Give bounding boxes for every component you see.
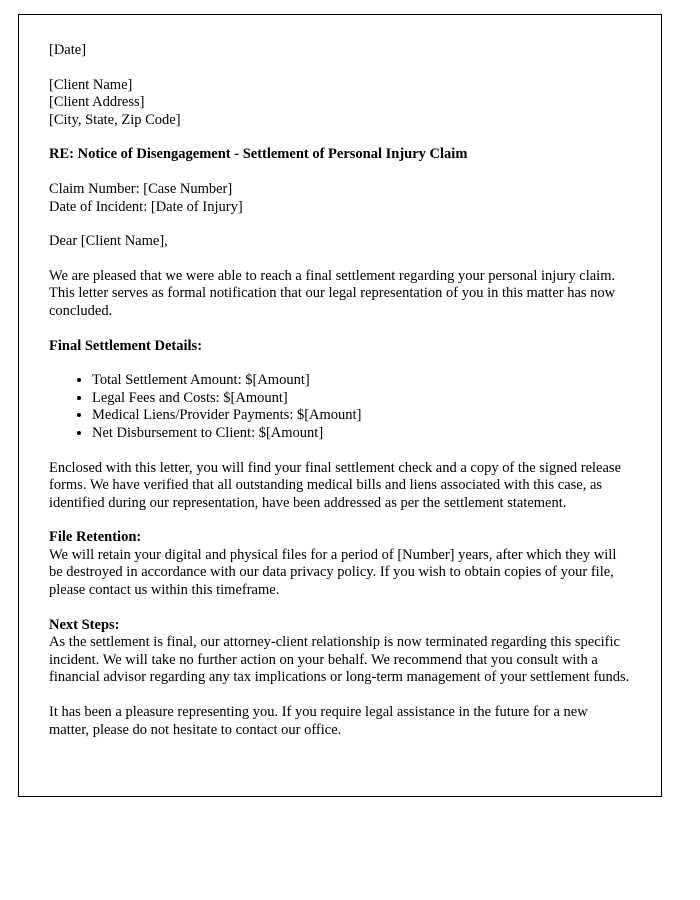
file-retention-heading: File Retention: — [49, 529, 142, 546]
settlement-details-list — [49, 372, 631, 442]
client-name-line: [Client Name] — [49, 76, 133, 93]
client-address-line: [Client Address] — [49, 94, 145, 111]
date-line: [Date] — [49, 42, 87, 58]
enclosure-paragraph: Enclosed with this letter, you will find your final settlement check and a copy of the signed release forms. We have verified that all outstanding medical bills and liens associated with this case, as identified during our representation, have been addressed as per the settlement statement. — [49, 459, 621, 511]
letter-page — [18, 14, 662, 797]
client-city-state-zip-line: [City, State, Zip Code] — [49, 111, 181, 128]
next-steps-heading: Next Steps: — [49, 616, 120, 633]
settlement-list-item-net-disbursement: • Net Disbursement to Client: $[Amount] — [92, 425, 631, 443]
settlement-list-item-total: • Total Settlement Amount: $[Amount] — [92, 372, 631, 390]
file-retention-section — [49, 529, 631, 599]
salutation-line: Dear [Client Name], — [49, 233, 168, 250]
settlement-list-item-medical-liens: • Medical Liens/Provider Payments: $[Amount] — [92, 407, 631, 425]
closing-paragraph: It has been a pleasure representing you. If you require legal assistance in the future for a new matter, please do not hesitate to contact our office. — [49, 704, 588, 738]
file-retention-body: We will retain your digital and physical files for a period of [Number] years, after which they will be destroyed in accordance with our data privacy policy. If you wish to obtain copies of your file, please contact us within this timeframe. — [49, 546, 617, 599]
re-subject-line: RE: Notice of Disengagement - Settlement of Personal Injury Claim — [49, 146, 468, 163]
claim-number-line: Claim Number: [Case Number] — [49, 180, 233, 197]
incident-date-line: Date of Incident: [Date of Injury] — [49, 198, 243, 215]
client-address-block — [49, 77, 631, 130]
next-steps-body: As the settlement is final, our attorney-client relationship is now terminated regarding this specific incident. We will take no further action on your behalf. We recommend that you consult with a financial advisor regarding any tax implications or long-term management of your settlement funds. — [49, 634, 630, 686]
settlement-list-item-legal-fees: • Legal Fees and Costs: $[Amount] — [92, 390, 631, 408]
intro-paragraph: We are pleased that we were able to reach a final settlement regarding your personal injury claim. This letter serves as formal notification that our legal representation of you in this matter has now concluded. — [49, 267, 616, 319]
settlement-details-heading: Final Settlement Details: — [49, 337, 203, 354]
next-steps-section — [49, 617, 631, 687]
claim-info-block — [49, 181, 631, 216]
